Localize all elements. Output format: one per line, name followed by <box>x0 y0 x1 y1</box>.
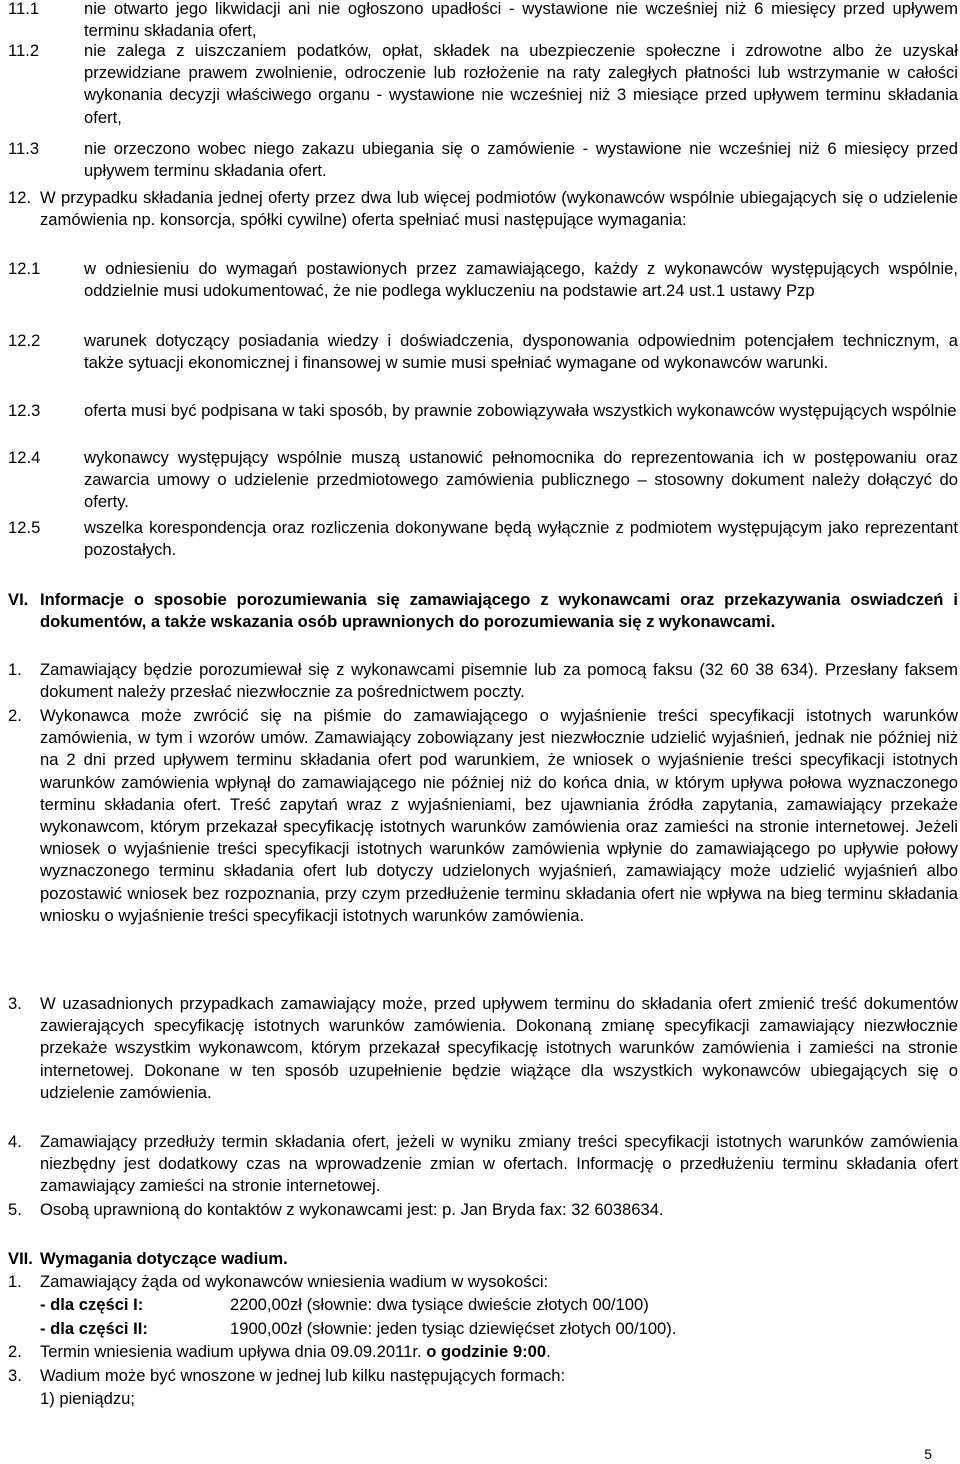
page-number: 5 <box>924 1446 932 1462</box>
wadium-value: 1900,00zł (słownie: jeden tysiąc dziewięćset złotych 00/100). <box>230 1319 677 1338</box>
list-item-12-1 <box>8 258 958 302</box>
section-heading-vii <box>8 1248 958 1270</box>
item-text: w odniesieniu do wymagań postawionych przez zamawiającego, każdy z wykonawców występujących wspólnie, oddzielnie musi udokumentować, że nie podlega wykluczeniu na podstawie art.24 ust.1 ustawy Pzp <box>84 259 958 301</box>
item-number: 2. <box>8 706 22 725</box>
item-number: 11.1 <box>8 0 40 18</box>
list-item-11-1 <box>8 0 958 42</box>
item-text: W przypadku składania jednej oferty przez dwa lub więcej podmiotów (wykonawców wspólnie ubiegających się o udzielenie zamówienia np. konsorcja, spółki cywilne) oferta spełniać musi następujące wymagania: <box>40 188 958 230</box>
item-number: 12.4 <box>8 448 41 467</box>
item-text: Wadium może być wnoszone w jednej lub kilku następujących formach: <box>40 1366 566 1385</box>
item-number: 5. <box>8 1200 22 1219</box>
item-number: 12.1 <box>8 259 41 278</box>
item-text: wykonawcy występujący wspólnie muszą ustanowić pełnomocnika do reprezentowania ich w postępowaniu oraz zawarcia umowy o udzielenie przedmiotowego zamówienia publicznego – stosowny dokument należy dołączyć do oferty. <box>84 448 958 512</box>
list-item-12-4 <box>8 447 958 514</box>
item-number: 12.5 <box>8 518 41 537</box>
list-item-12 <box>8 187 958 231</box>
wadium-row-part-2 <box>40 1318 676 1340</box>
item-text: oferta musi być podpisana w taki sposób, by prawnie zobowiązywała wszystkich wykonawców występujących wspólnie <box>84 401 957 420</box>
list-item-vi-2 <box>8 705 958 927</box>
list-item-vi-4 <box>8 1131 958 1198</box>
section-number: VI. <box>8 590 29 609</box>
form-option-1 <box>40 1388 135 1410</box>
list-item-12-2 <box>8 330 958 374</box>
wadium-row-part-1 <box>40 1294 649 1316</box>
list-item-vi-1 <box>8 659 958 703</box>
section-number: VII. <box>8 1249 33 1268</box>
list-item-11-2 <box>8 40 958 129</box>
item-text <box>40 1341 958 1363</box>
list-item-12-3 <box>8 400 958 422</box>
item-number: 12.3 <box>8 401 41 420</box>
item-text: nie otwarto jego likwidacji ani nie ogłoszono upadłości - wystawione nie wcześniej niż 6 miesięcy przed upływem terminu składania ofert, <box>84 0 958 41</box>
deadline-hour: o godzinie 9:00 <box>426 1342 547 1361</box>
item-number: 2. <box>8 1342 22 1361</box>
section-heading-vi <box>8 589 958 633</box>
item-text: W uzasadnionych przypadkach zamawiający może, przed upływem terminu do składania ofert zmienić treść dokumentów zawierających specyfikację istotnych warunków zamówienia. Dokonaną zmianę specyfikacji zamawiający niezwłocznie przekaże wszystkim wykonawcom, którym przekazał specyfikację istotnych warunków zamówienia i zamieści na stronie internetowej. Dokonane w ten sposób uzupełnienie będzie wiążące dla wszystkich wykonawców ubiegających się o udzielenie zamówienia. <box>40 994 958 1102</box>
wadium-label: - dla części II: <box>40 1319 148 1338</box>
item-number: 11.2 <box>8 41 40 60</box>
wadium-label: - dla części I: <box>40 1295 144 1314</box>
item-text: Zamawiający będzie porozumiewał się z wykonawcami pisemnie lub za pomocą faksu (32 60 38 634). Przesłany faksem dokument należy przesłać niezwłocznie za pośrednictwem poczty. <box>40 660 958 702</box>
list-item-11-3 <box>8 138 958 182</box>
list-item-vii-3 <box>8 1365 958 1387</box>
item-number: 3. <box>8 994 22 1013</box>
item-text: warunek dotyczący posiadania wiedzy i doświadczenia, dysponowania odpowiednim potencjałem technicznym, a także sytuacji ekonomicznej i finansowej w sumie musi spełniać wymagane od wykonawców warunki. <box>84 331 958 373</box>
item-number: 1. <box>8 1272 22 1291</box>
item-text: Wykonawca może zwrócić się na piśmie do zamawiającego o wyjaśnienie treści specyfikacji istotnych warunków zamówienia, w tym i wzorów umów. Zamawiający zobowiązany jest niezwłocznie udzielić wyjaśnień, jednak nie później niż na 2 dni przed upływem terminu składania ofert pod warunkiem, że wniosek o wyjaśnienie treści specyfikacji istotnych warunków zamówienia wpłynął do zamawiającego nie później niż do końca dnia, w którym upływa połowa wyznaczonego terminu składania ofert. Treść zapytań wraz z wyjaśnieniami, bez ujawniania źródła zapytania, zamawiający przekaże wykonawcom, którym przekazał specyfikację istotnych warunków zamówienia oraz zamieści na stronie internetowej. Jeżeli wniosek o wyjaśnienie treści specyfikacji istotnych warunków zamówienia wpłynie do zamawiającego po upływie połowy wyznaczonego terminu składania ofert lub dotyczy udzielonych wyjaśnień, zamawiający może udzielić wyjaśnień albo pozostawić wniosek bez rozpoznania, przy czym przedłużenie terminu składania ofert nie wpływa na bieg terminu składania wniosku o wyjaśnienie treści specyfikacji istotnych warunków zamówienia. <box>40 706 958 925</box>
item-text: nie orzeczono wobec niego zakazu ubiegania się o zamówienie - wystawione nie wcześniej niż 6 miesięcy przed upływem terminu składania ofert. <box>84 139 958 181</box>
wadium-value: 2200,00zł (słownie: dwa tysiące dwieście złotych 00/100) <box>230 1295 649 1314</box>
item-text: Osobą uprawnioną do kontaktów z wykonawcami jest: p. Jan Bryda fax: 32 6038634. <box>40 1200 664 1219</box>
item-text: nie zalega z uiszczaniem podatków, opłat, składek na ubezpieczenie społeczne i zdrowotne albo że uzyskał przewidziane prawem zwolnienie, odroczenie lub rozłożenie na raty zaległych płatności lub wstrzymanie w całości wykonania decyzji właściwego organu - wystawione nie wcześniej niż 3 miesiące przed upływem terminu składania ofert, <box>84 41 958 127</box>
deadline-tail: . <box>546 1342 551 1361</box>
form-option-text: 1) pieniądzu; <box>40 1389 136 1408</box>
list-item-vii-2 <box>8 1341 958 1363</box>
item-number: 12.2 <box>8 331 41 350</box>
item-number: 3. <box>8 1366 22 1385</box>
list-item-12-5 <box>8 517 958 561</box>
list-item-vii-1 <box>8 1271 958 1293</box>
item-text: Zamawiający przedłuży termin składania ofert, jeżeli w wyniku zmiany treści specyfikacji istotnych warunków zamówienia niezbędny jest dodatkowy czas na wprowadzenie zmian w ofertach. Informację o przedłużeniu terminu składania ofert zamawiający zamieści na stronie internetowej. <box>40 1132 958 1196</box>
list-item-vi-5 <box>8 1199 958 1221</box>
section-title: Wymagania dotyczące wadium. <box>40 1249 288 1268</box>
list-item-vi-3 <box>8 993 958 1104</box>
item-text: wszelka korespondencja oraz rozliczenia dokonywane będą wyłącznie z podmiotem występującym jako reprezentant pozostałych. <box>84 518 958 560</box>
item-number: 12. <box>8 188 32 207</box>
item-number: 4. <box>8 1132 22 1151</box>
item-number: 11.3 <box>8 139 40 158</box>
deadline-text: Termin wniesienia wadium upływa dnia 09.09.2011r. <box>40 1342 422 1361</box>
item-text: Zamawiający żąda od wykonawców wniesienia wadium w wysokości: <box>40 1272 549 1291</box>
section-title: Informacje o sposobie porozumiewania się zamawiającego z wykonawcami oraz przekazywania oswiadczeń i dokumentów, a także wskazania osób uprawnionych do porozumiewania się z wykonawcami. <box>40 590 958 632</box>
item-number: 1. <box>8 660 22 679</box>
